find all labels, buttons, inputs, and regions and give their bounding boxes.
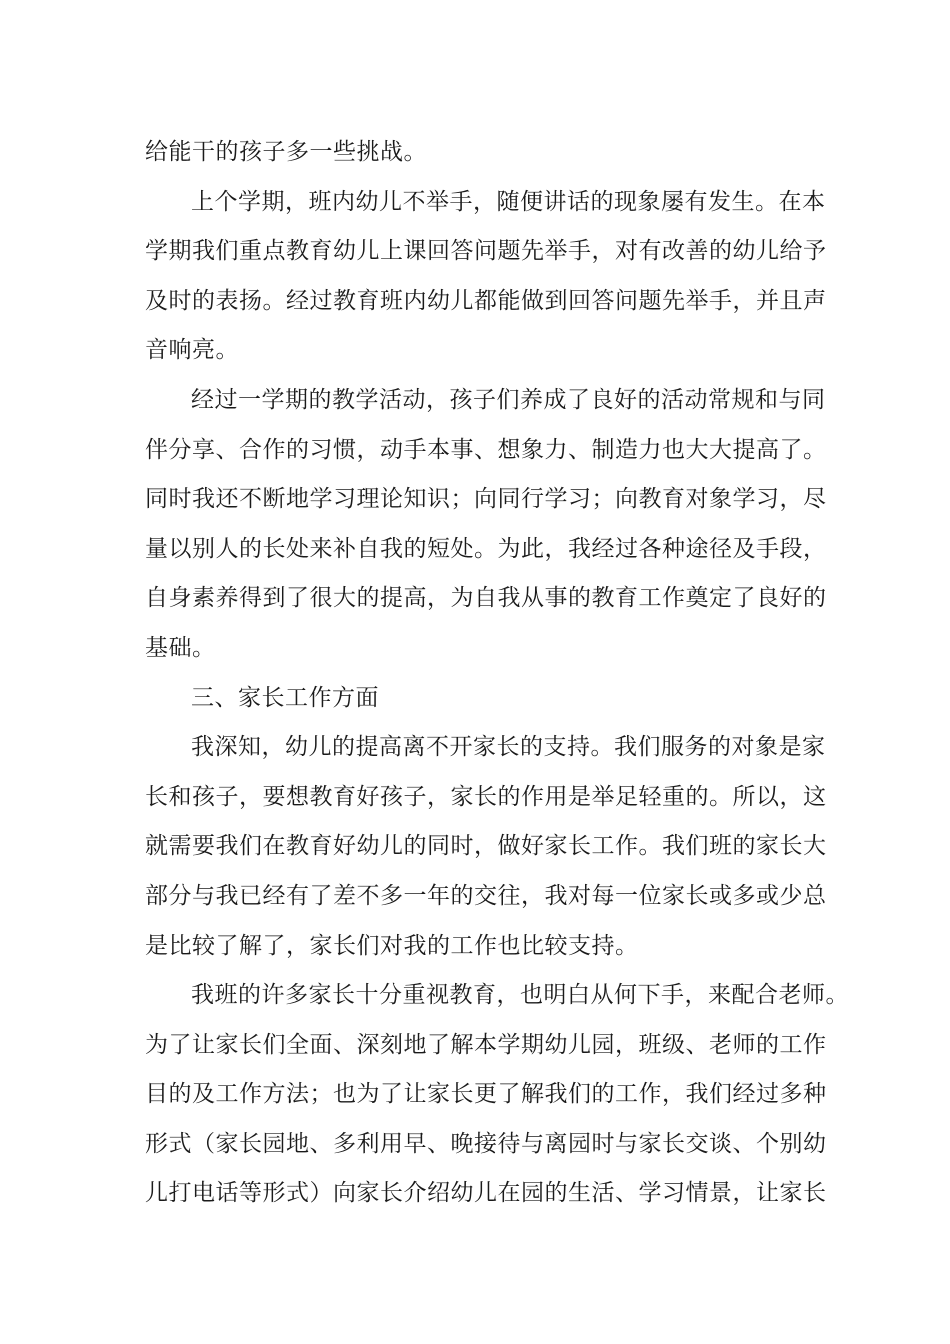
text-line: 量以别人的长处来补自我的短处。为此，我经过各种途径及手段， xyxy=(145,535,827,562)
text-line: 部分与我已经有了差不多一年的交往，我对每一位家长或多或少总 xyxy=(145,882,827,909)
text-line: 学期我们重点教育幼儿上课回答问题先举手，对有改善的幼儿给予 xyxy=(145,238,827,265)
text-line: 是比较了解了，家长们对我的工作也比较支持。 xyxy=(145,932,639,959)
text-line: 我班的许多家长十分重视教育，也明白从何下手，来配合老师。 xyxy=(191,982,849,1009)
text-line: 伴分享、合作的习惯，动手本事、想象力、制造力也大大提高了。 xyxy=(145,436,827,463)
text-line: 我深知，幼儿的提高离不开家长的支持。我们服务的对象是家 xyxy=(191,734,826,761)
text-line: 就需要我们在教育好幼儿的同时，做好家长工作。我们班的家长大 xyxy=(145,833,827,860)
paragraph xyxy=(145,178,827,376)
paragraph xyxy=(145,128,815,178)
paragraph xyxy=(145,723,827,971)
text-line: 长和孩子，要想教育好孩子，家长的作用是举足轻重的。所以，这 xyxy=(145,783,827,810)
text-line: 目的及工作方法；也为了让家长更了解我们的工作，我们经过多种 xyxy=(145,1081,827,1108)
text-line: 给能干的孩子多一些挑战。 xyxy=(145,139,427,165)
text-line: 音响亮。 xyxy=(145,337,239,364)
text-line: 基础。 xyxy=(145,634,216,661)
paragraph xyxy=(145,376,827,674)
text-line: 上个学期，班内幼儿不举手，随便讲话的现象屡有发生。在本 xyxy=(191,188,826,215)
text-line: 自身素养得到了很大的提高，为自我从事的教育工作奠定了良好的 xyxy=(145,585,827,612)
paragraph xyxy=(145,971,849,1219)
text-line: 同时我还不断地学习理论知识；向同行学习；向教育对象学习，尽 xyxy=(145,486,827,513)
text-line: 及时的表扬。经过教育班内幼儿都能做到回答问题先举手，并且声 xyxy=(145,287,827,314)
text-line: 经过一学期的教学活动，孩子们养成了良好的活动常规和与同 xyxy=(191,386,826,413)
document-body xyxy=(145,128,849,1219)
text-line: 儿打电话等形式）向家长介绍幼儿在园的生活、学习情景，让家长 xyxy=(145,1180,827,1207)
text-line: 形式（家长园地、多利用早、晚接待与离园时与家长交谈、个别幼 xyxy=(145,1130,827,1157)
section-heading xyxy=(145,674,815,724)
text-line: 为了让家长们全面、深刻地了解本学期幼儿园，班级、老师的工作 xyxy=(145,1031,827,1058)
text-line: 三、家长工作方面 xyxy=(191,684,379,711)
